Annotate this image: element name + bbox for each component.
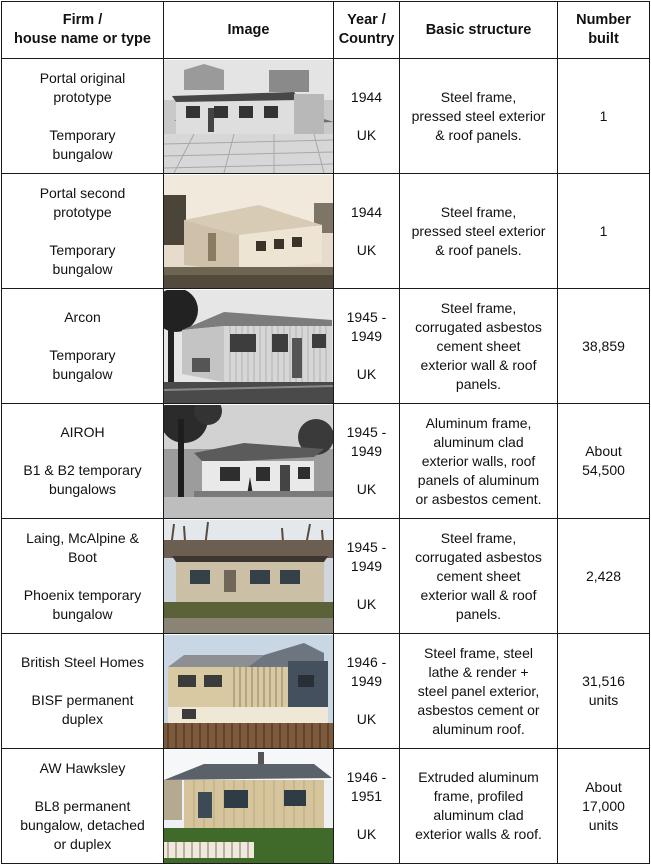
year: 1945 - [346,309,387,325]
house-photo [164,404,334,519]
header-image: Image [164,2,334,59]
firm-name: AIROH [60,424,105,440]
number-built-cell [558,174,650,289]
structure-line: Steel frame, [440,529,517,546]
firm-name: Portal original [39,69,126,86]
year: 1944 [350,88,383,105]
structure-line: pressed steel exterior [411,222,546,239]
house-type: bungalows [49,481,116,497]
house-type: Phoenix temporary [23,586,142,603]
year: 1951 [350,788,383,804]
year-country-cell [334,174,400,289]
structure-line: exterior walls, roof [421,452,536,469]
house-type: Temporary [49,126,116,143]
house-type: bungalow, detached [20,816,145,833]
number-built-cell [558,519,650,634]
structure-line: Extruded aluminum [418,769,539,785]
structure-cell [400,404,558,519]
structure-line: Steel frame, [440,299,517,316]
structure-line: cement sheet [436,337,521,354]
firm-name: prototype [53,203,112,220]
structure-line: panels of aluminum [417,471,540,488]
number-built: 54,500 [582,462,625,478]
number-built: 1 [599,222,608,239]
structure-line: frame, profiled [433,788,524,804]
firm-cell [2,634,164,749]
photo-bisf [164,635,334,748]
firm-cell [2,174,164,289]
firm-cell [2,519,164,634]
house-type: bungalow [52,145,113,162]
structure-line: lathe & render + [428,663,529,680]
year: 1949 [350,443,383,459]
number-built: About [585,443,622,459]
structure-line: panels. [455,605,502,622]
firm-cell [2,289,164,404]
country: UK [356,711,377,727]
house-type: B1 & B2 temporary [23,462,142,478]
year: 1946 - [346,654,387,670]
year: 1945 - [346,424,387,440]
photo-phoenix [164,520,334,633]
house-type: bungalow [52,260,113,277]
structure-line: panels. [455,375,502,392]
house-photo [164,634,334,749]
firm-name: Laing, McAlpine & [26,529,139,546]
year-country-cell [334,404,400,519]
firm-cell [2,749,164,864]
structure-line: aluminum clad [433,807,524,823]
table-row [2,174,650,289]
number-built: units [588,816,619,833]
house-photo [164,749,334,864]
photo-hawksley [164,750,334,863]
table-row [2,59,650,174]
structure-line: pressed steel exterior [411,107,546,124]
structure-line: Steel frame, [440,203,517,220]
number-built-cell [558,59,650,174]
house-type: BISF permanent [31,692,134,708]
structure-line: exterior wall & roof [420,586,537,603]
firm-cell [2,59,164,174]
header-row [2,2,650,59]
year: 1945 - [346,539,387,555]
structure-line: & roof panels. [435,126,522,143]
number-built: 17,000 [582,797,625,814]
header-basic-structure: Basic structure [400,2,558,59]
header-year-country: Year / Country [334,2,400,59]
structure-cell [400,174,558,289]
number-built-cell [558,634,650,749]
firm-name: AW Hawksley [39,759,126,776]
structure-line: Steel frame, [440,88,517,105]
structure-line: Aluminum frame, [425,414,532,431]
country: UK [356,241,377,258]
year-country-cell [334,634,400,749]
house-photo [164,59,334,174]
year-country-cell [334,749,400,864]
structure-line: cement sheet [436,567,521,584]
structure-line: & roof panels. [435,241,522,258]
header-number-built: Number built [558,2,650,59]
structure-line: asbestos cement or [417,701,540,718]
house-type: or duplex [53,835,112,852]
house-type: Temporary [49,241,116,258]
house-type: bungalow [52,366,113,382]
country: UK [356,596,377,612]
number-built-cell [558,749,650,864]
table-row [2,404,650,519]
number-built: units [588,692,619,708]
house-type: duplex [61,711,104,727]
firm-name: prototype [53,88,112,105]
year-country-cell [334,59,400,174]
structure-line: exterior walls & roof. [415,826,542,842]
prefab-housing-table [1,1,650,864]
structure-line: aluminum clad [433,433,524,450]
house-photo [164,519,334,634]
year: 1944 [350,203,383,220]
firm-name: Portal second [39,184,126,201]
year: 1949 [350,558,383,574]
photo-airoh [164,405,334,518]
table-row [2,634,650,749]
firm-name: Boot [68,548,97,565]
year-country-cell [334,289,400,404]
table-row [2,749,650,864]
structure-line: aluminum roof. [432,720,525,737]
table-body [2,59,650,864]
table-row [2,289,650,404]
country: UK [356,126,377,143]
photo-arcon [164,290,334,403]
country: UK [356,366,377,382]
number-built: 1 [599,107,608,124]
house-type: Temporary [49,347,116,363]
year: 1946 - [346,769,387,785]
header-firm: Firm / house name or type [2,2,164,59]
structure-cell [400,59,558,174]
house-type: BL8 permanent [34,797,131,814]
number-built: 31,516 [582,673,625,689]
structure-line: steel panel exterior, [417,682,540,699]
house-type: bungalow [52,605,113,622]
structure-cell [400,519,558,634]
number-built: 2,428 [585,567,622,584]
structure-line: Steel frame, steel [424,644,533,661]
year-country-cell [334,519,400,634]
photo-portal-original [164,60,334,173]
number-built-cell [558,289,650,404]
structure-cell [400,289,558,404]
structure-line: exterior wall & roof [420,356,537,373]
photo-portal-second [164,175,334,288]
country: UK [356,826,377,842]
firm-name: British Steel Homes [21,654,144,670]
country: UK [356,481,377,497]
table-row [2,519,650,634]
firm-name: Arcon [64,309,101,325]
structure-line: or asbestos cement. [415,490,542,507]
year: 1949 [350,328,383,344]
firm-cell [2,404,164,519]
house-photo [164,174,334,289]
structure-cell [400,634,558,749]
house-photo [164,289,334,404]
structure-cell [400,749,558,864]
number-built-cell [558,404,650,519]
year: 1949 [350,673,383,689]
structure-line: corrugated asbestos [415,318,542,335]
structure-line: corrugated asbestos [415,548,542,565]
number-built: About [585,778,622,795]
number-built: 38,859 [582,337,625,354]
